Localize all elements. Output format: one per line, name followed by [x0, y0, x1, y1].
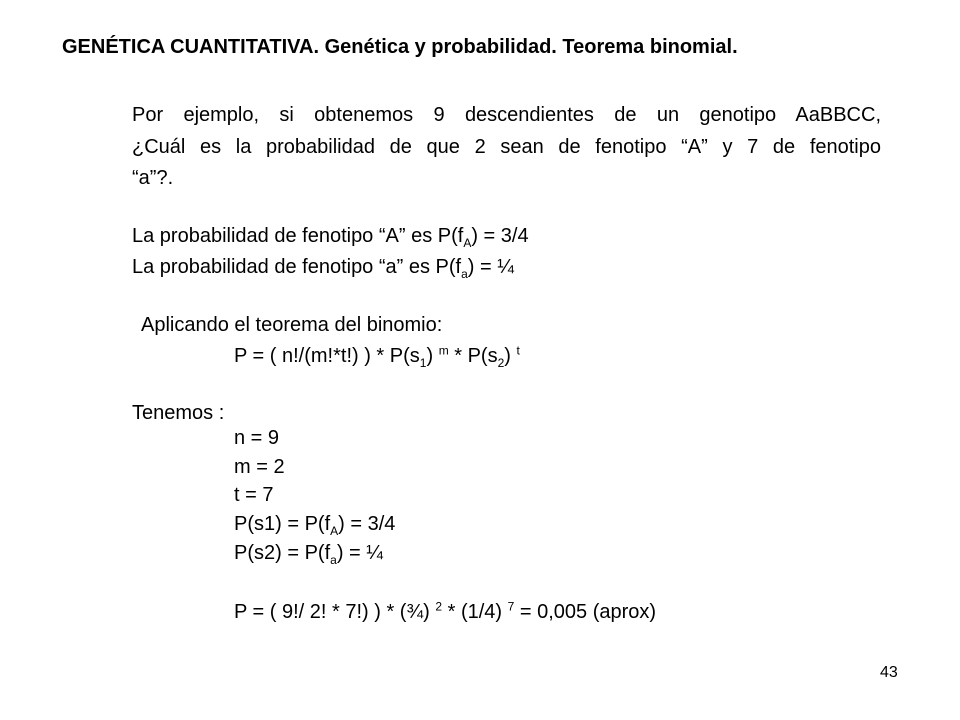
- result-a: P = ( 9!/ 2! * 7!) ) * (¾): [234, 601, 436, 623]
- probability-a: [132, 255, 514, 279]
- intro-line-3: “a”?.: [132, 167, 174, 189]
- ps1-a: P(s1) = P(f: [234, 513, 331, 535]
- binomial-p4: ): [504, 345, 517, 367]
- binomial-s2: 2: [497, 356, 505, 370]
- ps1-sub: A: [330, 524, 339, 538]
- value-t: t = 7: [234, 484, 274, 506]
- binomial-formula: [234, 344, 520, 368]
- page-number: 43: [880, 664, 898, 681]
- value-m: m = 2: [234, 456, 285, 478]
- probability-A-rest: ) = 3/4: [471, 225, 529, 247]
- ps2-a: P(s2) = P(f: [234, 542, 331, 564]
- tenemos-label: Tenemos :: [132, 402, 225, 424]
- result-exp-2: 7: [507, 599, 515, 614]
- binomial-p3: * P(s: [448, 345, 498, 367]
- ps2-b: ) = ¼: [336, 542, 383, 564]
- binomial-exp-t: t: [516, 343, 520, 358]
- probability-a-sub: a: [461, 267, 468, 281]
- binomial-p1: P = ( n!/(m!*t!) ) * P(s: [234, 345, 420, 367]
- binomial-intro: Aplicando el teorema del binomio:: [141, 314, 443, 336]
- value-n: n = 9: [234, 427, 280, 449]
- slide-title: GENÉTICA CUANTITATIVA. Genética y probabilidad. Teorema binomial.: [62, 36, 738, 58]
- binomial-exp-m: m: [438, 343, 449, 358]
- probability-a-rest: ) = ¼: [467, 256, 514, 278]
- binomial-s1: 1: [419, 356, 427, 370]
- value-ps1: [234, 512, 395, 536]
- probability-a-text: La probabilidad de fenotipo “a” es P(f: [132, 256, 462, 278]
- probability-A: [132, 224, 529, 248]
- result-b: * (1/4): [442, 601, 508, 623]
- intro-line-2: ¿Cuál es la probabilidad de que 2 sean de fenotipo “A” y 7 de fenotipo: [132, 136, 881, 158]
- result-c: = 0,005 (aprox): [514, 601, 657, 623]
- value-ps2: [234, 541, 383, 565]
- intro-line-1: Por ejemplo, si obtenemos 9 descendientes de un genotipo AaBBCC,: [132, 104, 881, 126]
- probability-A-text: La probabilidad de fenotipo “A” es P(f: [132, 225, 464, 247]
- binomial-p2: ): [426, 345, 439, 367]
- probability-A-sub: A: [463, 236, 472, 250]
- result-exp-1: 2: [435, 599, 443, 614]
- ps2-sub: a: [330, 553, 337, 567]
- result-formula: [234, 600, 656, 624]
- ps1-b: ) = 3/4: [338, 513, 396, 535]
